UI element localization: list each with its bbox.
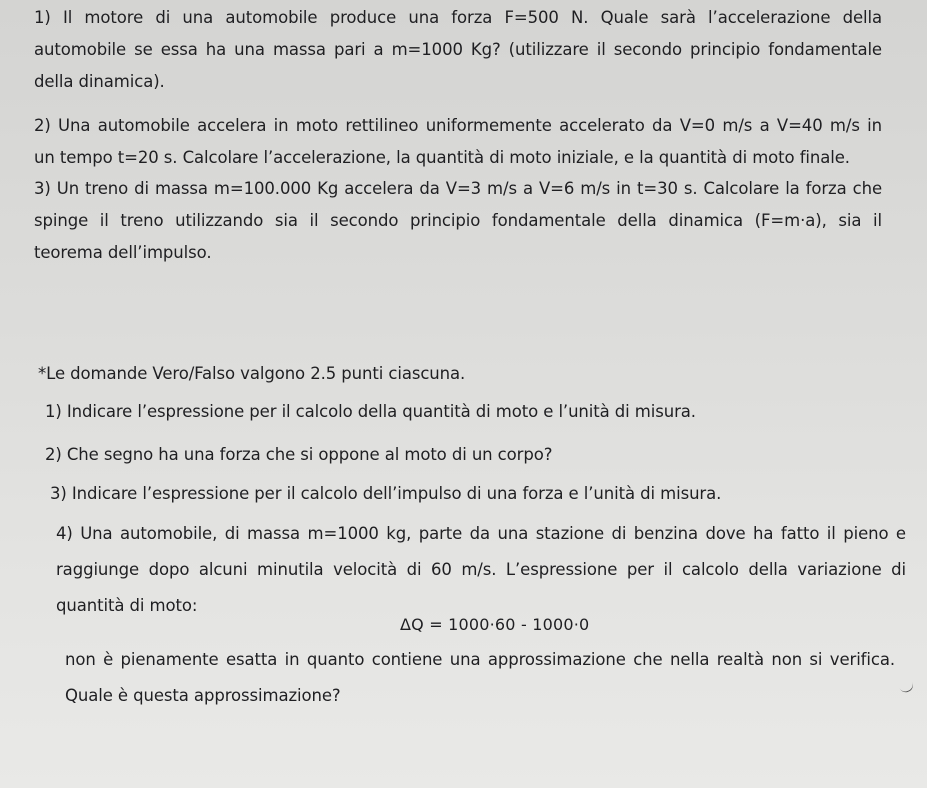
true-false-question-1	[45, 396, 895, 428]
true-false-question-4-line-3: quantità di moto:	[56, 596, 198, 615]
true-false-question-3	[50, 478, 900, 510]
exercise-2-line-1: 2) Una automobile accelera in moto rettilineo uniformemente accelerato da V=0 m/s a V=40 m/s in	[34, 116, 882, 135]
true-false-question-2-text: 2) Che segno ha una forza che si oppone al moto di un corpo?	[45, 445, 553, 464]
exercise-3-line-2: spinge il treno utilizzando sia il secondo principio fondamentale della dinamica (F=m·a), sia il	[34, 211, 882, 230]
exercise-2	[34, 110, 882, 174]
pen-mark	[899, 680, 915, 694]
exercise-3-line-1: 3) Un treno di massa m=100.000 Kg accelera da V=3 m/s a V=6 m/s in t=30 s. Calcolare la forza che	[34, 179, 882, 198]
exercise-2-line-2: un tempo t=20 s. Calcolare l’accelerazione, la quantità di moto iniziale, e la quantità di moto finale.	[34, 148, 850, 167]
true-false-question-4	[56, 516, 906, 624]
exercise-3	[34, 173, 882, 269]
true-false-question-1-text: 1) Indicare l’espressione per il calcolo della quantità di moto e l’unità di misura.	[45, 402, 696, 421]
exercise-1-line-1: 1) Il motore di una automobile produce una forza F=500 N. Quale sarà l’accelerazione della	[34, 8, 882, 27]
exercise-1-line-2: automobile se essa ha una massa pari a m=1000 Kg? (utilizzare il secondo principio fondamentale	[34, 40, 882, 59]
true-false-question-4-line-4: non è pienamente esatta in quanto contiene una approssimazione che nella realtà non si verifica.	[65, 650, 895, 669]
true-false-question-4-line-1: 4) Una automobile, di massa m=1000 kg, parte da una stazione di benzina dove ha fatto il pieno e	[56, 524, 906, 543]
exercise-1-line-3: della dinamica).	[34, 72, 165, 91]
true-false-question-4-line-2: raggiunge dopo alcuni minutila velocità di 60 m/s. L’espressione per il calcolo della variazione di	[56, 560, 906, 579]
momentum-formula: ΔQ = 1000·60 - 1000·0	[400, 615, 590, 634]
true-false-question-4-continuation	[65, 642, 895, 714]
true-false-note-text: *Le domande Vero/Falso valgono 2.5 punti ciascuna.	[38, 364, 466, 383]
exercise-1	[34, 2, 882, 98]
exercise-3-line-3: teorema dell’impulso.	[34, 243, 212, 262]
true-false-question-2	[45, 439, 895, 471]
true-false-note	[38, 358, 886, 390]
true-false-question-3-text: 3) Indicare l’espressione per il calcolo dell’impulso di una forza e l’unità di misura.	[50, 484, 722, 503]
true-false-question-4-line-5: Quale è questa approssimazione?	[65, 686, 341, 705]
